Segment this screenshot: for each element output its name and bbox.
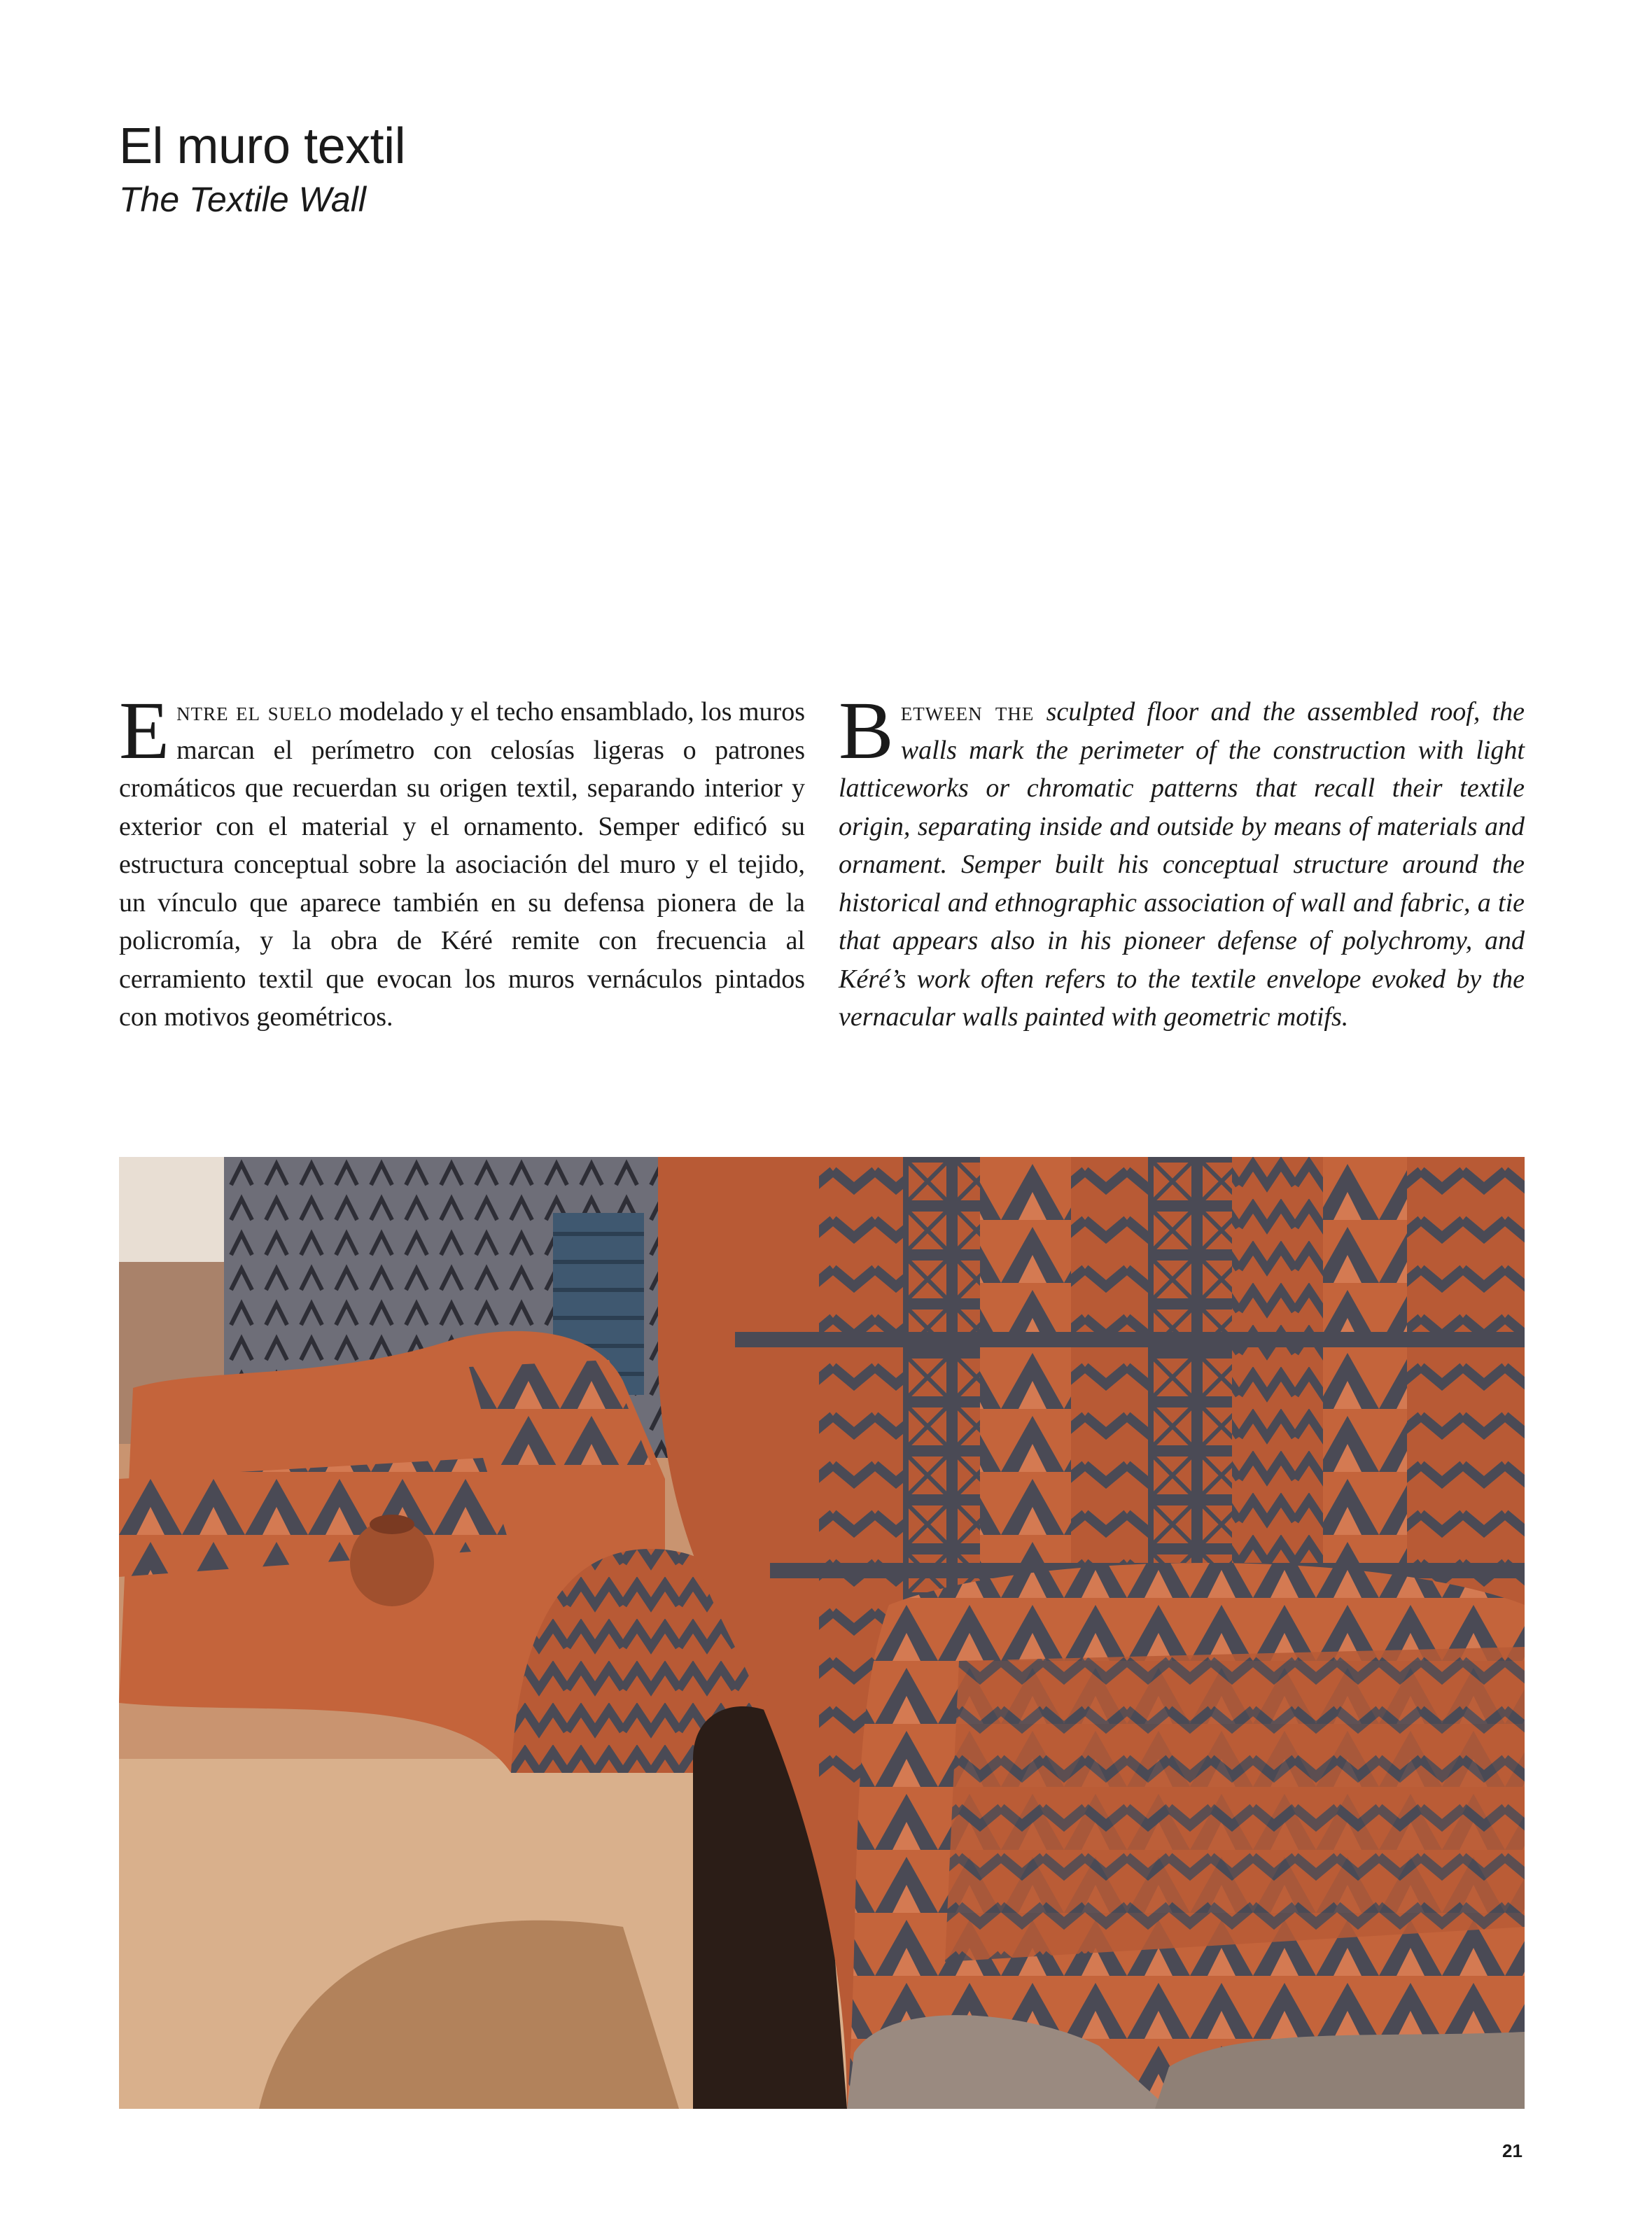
body-column-spanish	[119, 685, 805, 1037]
title-block	[119, 119, 405, 220]
page-subtitle: The Textile Wall	[119, 180, 366, 220]
painted-earthen-wall-photo	[119, 1157, 1525, 2109]
dropcap-english: B	[839, 685, 894, 776]
paragraph-english: sculpted floor and the assembled roof, the walls mark the perimeter of the construction with light latticeworks or chromatic patterns that recall their textile origin, separating inside and outside by means of materials and ornament. Semper built his conceptual structure around the historical and ethnographic association of wall and fabric, a tie that appears also in his pioneer defense of polychromy, and Kéré’s work often refers to the textile envelope evoked by the vernacular walls painted with geometric motifs.	[839, 697, 1525, 1032]
page-number: 21	[1502, 2140, 1522, 2161]
dropcap-spanish: E	[119, 685, 170, 776]
page-title: El muro textil	[119, 118, 406, 174]
body-column-english	[839, 685, 1525, 1037]
lead-words-english: etween the	[900, 697, 1035, 727]
lead-words-spanish: ntre el suelo	[176, 697, 332, 727]
paragraph-spanish: modelado y el techo ensamblado, los muros marcan el perímetro con celosías ligeras o patrones cromáticos que recuerdan su origen textil, separando interior y exterior con el material y el ornamento. Semper edificó su estructura conceptual sobre la asociación del muro y el tejido, un vínculo que aparece también en su defensa pionera de la policromía, y la obra de Kéré remite con frecuencia al cerramiento textil que evocan los muros vernáculos pintados con motivos geométricos.	[119, 697, 805, 1032]
